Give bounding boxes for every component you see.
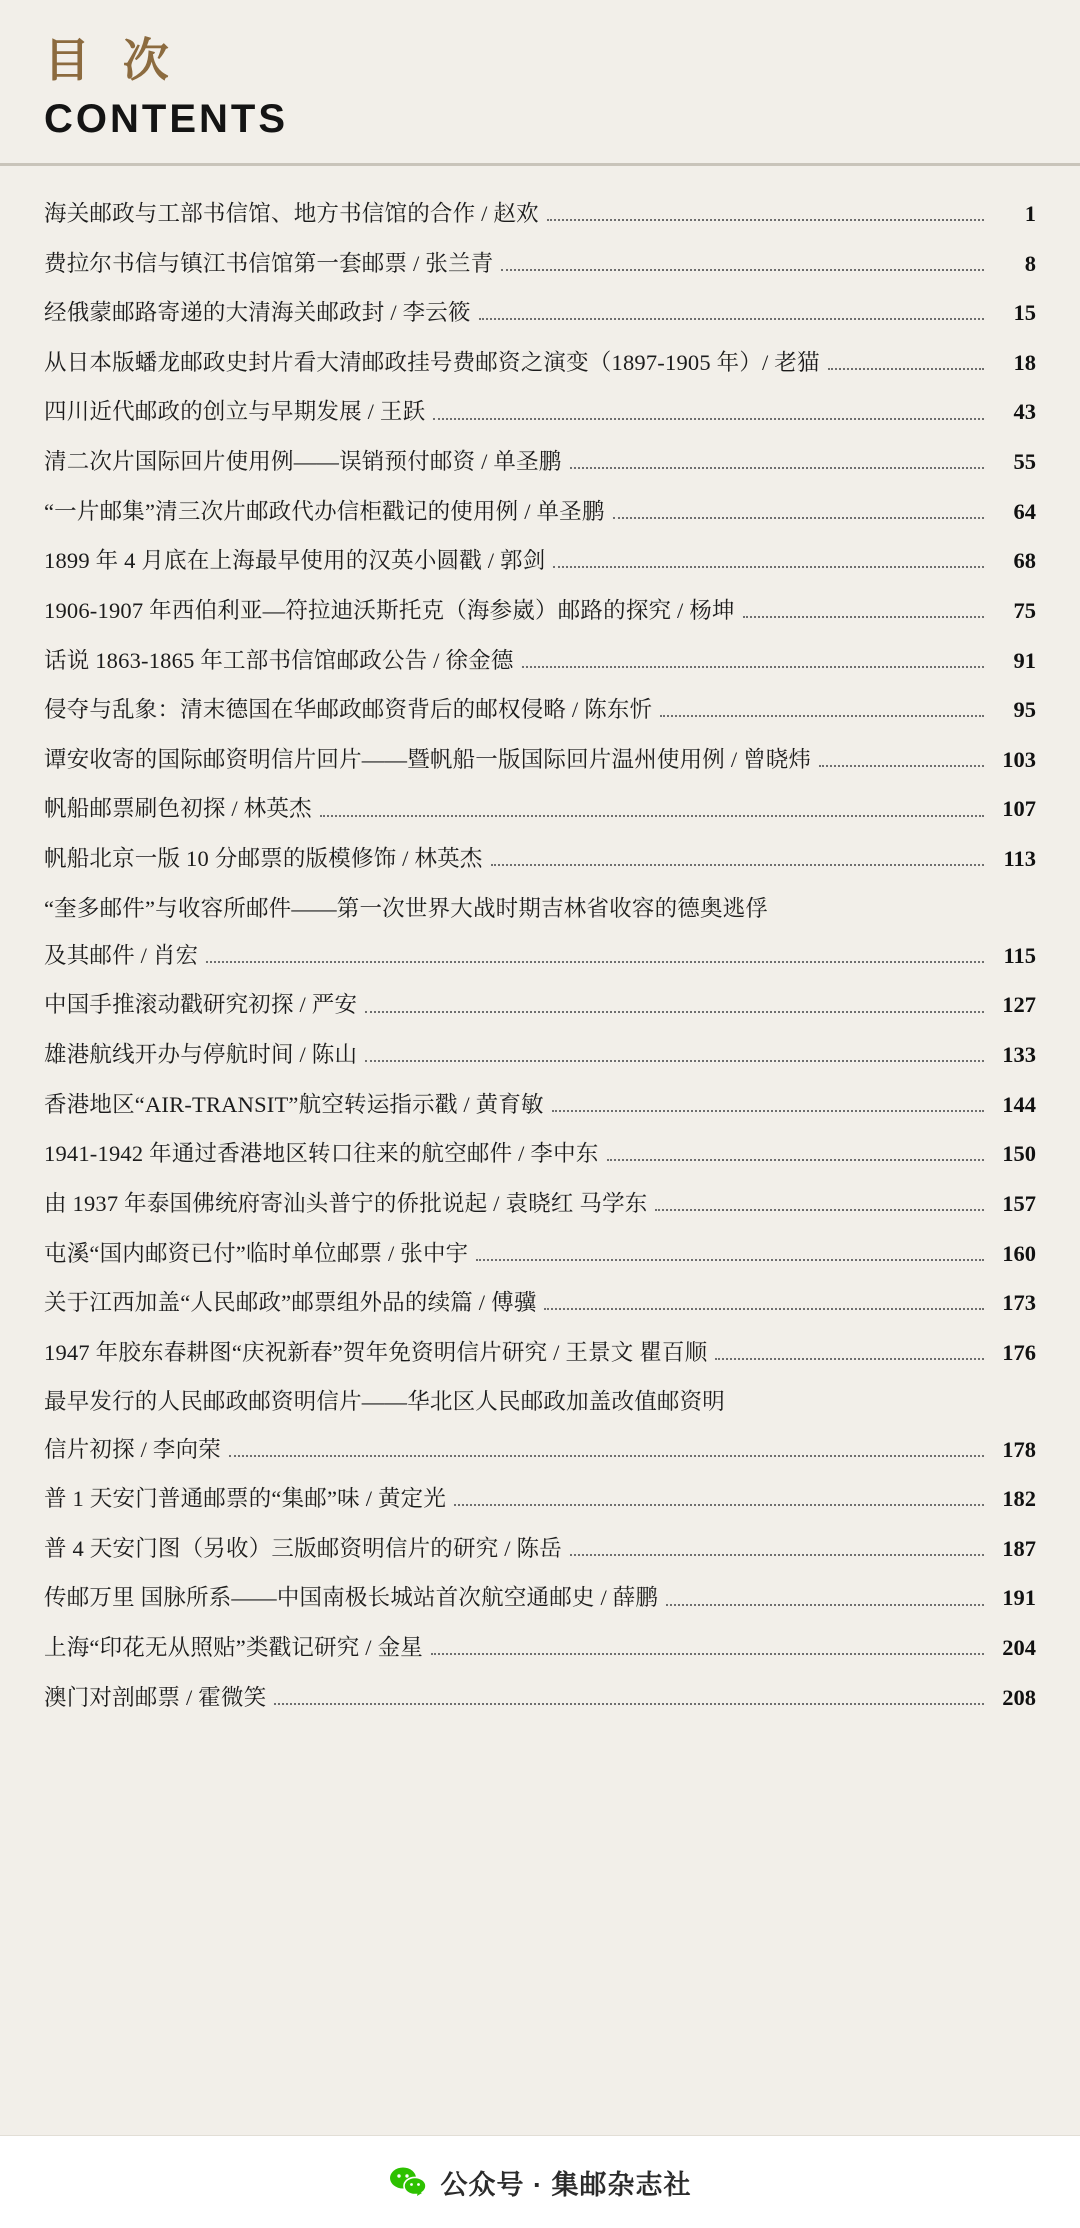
toc-entry-title: 1947 年胶东春耕图“庆祝新春”贺年免资明信片研究 / 王景文 瞿百顺 — [44, 1339, 708, 1365]
toc-entry[interactable] — [44, 547, 1036, 575]
toc-entry-page: 144 — [1002, 1091, 1036, 1117]
toc-leader-dots — [320, 814, 984, 817]
toc-leader-dots — [607, 1158, 984, 1161]
toc-entry-page: 18 — [1013, 349, 1036, 375]
toc-entry-page: 107 — [1002, 796, 1036, 822]
toc-entry-title: 香港地区“AIR-TRANSIT”航空转运指示戳 / 黄育敏 — [44, 1091, 544, 1117]
toc-entry-title: 信片初探 / 李向荣 — [44, 1436, 222, 1462]
toc-leader-dots — [553, 565, 984, 568]
toc-entry[interactable] — [44, 696, 1036, 724]
toc-leader-dots — [476, 1258, 984, 1261]
toc-entry-page: 115 — [1003, 942, 1036, 968]
toc-entry[interactable] — [44, 1436, 1036, 1464]
toc-entry[interactable] — [44, 1535, 1036, 1563]
toc-entry-page: 8 — [1024, 250, 1036, 276]
toc-entry-page: 64 — [1013, 498, 1036, 524]
toc-entry-title: 普 4 天安门图（另收）三版邮资明信片的研究 / 陈岳 — [44, 1535, 562, 1561]
toc-entry-title: 传邮万里 国脉所系——中国南极长城站首次航空通邮史 / 薛鹏 — [44, 1585, 659, 1611]
page-footer — [0, 2135, 1080, 2228]
toc-entry-page: 187 — [1002, 1535, 1036, 1561]
page-header — [0, 0, 1080, 141]
toc-entry-title: 雄港航线开办与停航时间 / 陈山 — [44, 1042, 358, 1068]
toc-entry-page: 1 — [1024, 200, 1036, 226]
toc-leader-dots — [479, 317, 984, 320]
toc-entry[interactable] — [44, 1684, 1036, 1712]
toc-entry-title: 最早发行的人民邮政邮资明信片——华北区人民邮政加盖改值邮资明 — [44, 1389, 726, 1415]
toc-entry-title: 话说 1863-1865 年工部书信馆邮政公告 / 徐金德 — [44, 647, 514, 673]
toc-leader-dots — [570, 466, 984, 469]
toc-leader-dots — [491, 863, 984, 866]
toc-entry-title: “奎多邮件”与收容所邮件——第一次世界大战时期吉林省收容的德奥逃俘 — [44, 895, 769, 921]
page-title-cn: 目 次 — [44, 34, 179, 86]
toc-leader-dots — [655, 1208, 984, 1211]
toc-leader-dots — [431, 1652, 984, 1655]
toc-entry-title: 费拉尔书信与镇江书信馆第一套邮票 / 张兰青 — [44, 250, 494, 276]
toc-entry[interactable] — [44, 845, 1036, 873]
toc-entry-page: 75 — [1013, 597, 1036, 623]
toc-entry-page: 113 — [1003, 846, 1036, 872]
toc-entry[interactable] — [44, 597, 1036, 625]
toc-entry-page: 191 — [1002, 1585, 1036, 1611]
toc-entry-title: 四川近代邮政的创立与早期发展 / 王跃 — [44, 399, 426, 425]
toc-entry-page: 91 — [1013, 647, 1036, 673]
toc-entry-title: 1899 年 4 月底在上海最早使用的汉英小圆戳 / 郭剑 — [44, 548, 546, 574]
toc-entry[interactable] — [44, 746, 1036, 774]
toc-leader-dots — [229, 1454, 984, 1457]
toc-entry-page: 127 — [1002, 992, 1036, 1018]
toc-entry-title: 海关邮政与工部书信馆、地方书信馆的合作 / 赵欢 — [44, 200, 539, 226]
toc-leader-dots — [828, 367, 984, 370]
toc-entry[interactable] — [44, 1634, 1036, 1662]
toc-entry[interactable] — [44, 647, 1036, 675]
toc-leader-dots — [274, 1702, 984, 1705]
toc-entry[interactable] — [44, 795, 1036, 823]
toc-leader-dots — [660, 714, 984, 717]
toc-leader-dots — [522, 665, 984, 668]
toc-leader-dots — [365, 1010, 984, 1013]
toc-entry[interactable] — [44, 991, 1036, 1019]
toc-entry-page: 133 — [1002, 1042, 1036, 1068]
toc-leader-dots — [365, 1059, 984, 1062]
toc-entry[interactable] — [44, 200, 1036, 228]
toc-entry[interactable] — [44, 1140, 1036, 1168]
toc-leader-dots — [666, 1603, 984, 1606]
toc-entry[interactable] — [44, 942, 1036, 970]
wechat-icon — [389, 2166, 427, 2198]
footer-label: 公众号 · 集邮杂志社 — [440, 2169, 692, 2200]
toc-entry[interactable] — [44, 1485, 1036, 1513]
toc-leader-dots — [544, 1307, 984, 1310]
toc-entry[interactable] — [44, 1091, 1036, 1119]
toc-entry[interactable] — [44, 448, 1036, 476]
toc-entry-page: 176 — [1002, 1339, 1036, 1365]
toc-entry-title: 关于江西加盖“人民邮政”邮票组外品的续篇 / 傅骥 — [44, 1290, 537, 1316]
toc-entry[interactable] — [44, 349, 1036, 377]
toc-leader-dots — [715, 1357, 984, 1360]
toc-leader-dots — [743, 615, 984, 618]
toc-leader-dots — [454, 1503, 984, 1506]
page-title-en: CONTENTS — [44, 96, 288, 141]
toc-entry[interactable] — [44, 895, 1036, 923]
toc-leader-dots — [547, 218, 984, 221]
toc-entry[interactable] — [44, 299, 1036, 327]
toc-entry[interactable] — [44, 1041, 1036, 1069]
toc-entry-page: 103 — [1002, 746, 1036, 772]
toc-entry-title: 1906-1907 年西伯利亚—符拉迪沃斯托克（海参崴）邮路的探究 / 杨坤 — [44, 597, 735, 623]
toc-entry-title: 清二次片国际回片使用例——误销预付邮资 / 单圣鹏 — [44, 449, 562, 475]
toc-entry[interactable] — [44, 1240, 1036, 1268]
toc-entry-title: 经俄蒙邮路寄递的大清海关邮政封 / 李云筱 — [44, 300, 471, 326]
toc-leader-dots — [570, 1553, 984, 1556]
toc-entry[interactable] — [44, 1190, 1036, 1218]
toc-entry-page: 160 — [1002, 1240, 1036, 1266]
toc-entry-title: 中国手推滚动戳研究初探 / 严安 — [44, 992, 358, 1018]
toc-entry-title: 及其邮件 / 肖宏 — [44, 942, 199, 968]
toc-entry[interactable] — [44, 1584, 1036, 1612]
toc-entry[interactable] — [44, 498, 1036, 526]
toc-entry-title: 帆船邮票刷色初探 / 林英杰 — [44, 796, 312, 822]
toc-entry-page: 150 — [1002, 1141, 1036, 1167]
toc-entry-page: 43 — [1013, 399, 1036, 425]
toc-entry-title: 普 1 天安门普通邮票的“集邮”味 / 黄定光 — [44, 1486, 447, 1512]
toc-entry-page: 95 — [1013, 697, 1036, 723]
toc-entry-title: 由 1937 年泰国佛统府寄汕头普宁的侨批说起 / 袁晓红 马学东 — [44, 1190, 648, 1216]
toc-entry-page: 182 — [1002, 1486, 1036, 1512]
toc-leader-dots — [433, 417, 984, 420]
toc-entry[interactable] — [44, 1339, 1036, 1367]
toc-entry-title: 谭安收寄的国际邮资明信片回片——暨帆船一版国际回片温州使用例 / 曾晓炜 — [44, 746, 812, 772]
toc-leader-dots — [552, 1109, 984, 1112]
toc-entry[interactable] — [44, 250, 1036, 278]
toc-entry-title: 屯溪“国内邮资已付”临时单位邮票 / 张中宇 — [44, 1240, 469, 1266]
toc-entry-page: 173 — [1002, 1290, 1036, 1316]
toc-entry[interactable] — [44, 1388, 1036, 1416]
toc-entry-page: 204 — [1002, 1635, 1036, 1661]
table-of-contents — [0, 166, 1080, 2135]
toc-entry-title: 1941-1942 年通过香港地区转口往来的航空邮件 / 李中东 — [44, 1141, 599, 1167]
toc-leader-dots — [819, 764, 984, 767]
toc-entry-title: 侵夺与乱象：清末德国在华邮政邮资背后的邮权侵略 / 陈东忻 — [44, 697, 653, 723]
toc-entry[interactable] — [44, 1289, 1036, 1317]
toc-entry[interactable] — [44, 398, 1036, 426]
toc-entry-page: 208 — [1002, 1684, 1036, 1710]
toc-entry-page: 178 — [1002, 1436, 1036, 1462]
toc-leader-dots — [613, 516, 984, 519]
toc-entry-page: 157 — [1002, 1190, 1036, 1216]
toc-entry-title: “一片邮集”清三次片邮政代办信柜戳记的使用例 / 单圣鹏 — [44, 498, 605, 524]
toc-leader-dots — [206, 960, 984, 963]
toc-entry-title: 从日本版蟠龙邮政史封片看大清邮政挂号费邮资之演变（1897-1905 年）/ 老猫 — [44, 349, 820, 375]
toc-leader-dots — [501, 268, 984, 271]
toc-entry-page: 15 — [1013, 300, 1036, 326]
toc-entry-title: 上海“印花无从照贴”类戳记研究 / 金星 — [44, 1635, 423, 1661]
toc-entry-title: 澳门对剖邮票 / 霍微笑 — [44, 1684, 267, 1710]
toc-entry-page: 68 — [1013, 548, 1036, 574]
toc-entry-page: 55 — [1013, 449, 1036, 475]
toc-entry-title: 帆船北京一版 10 分邮票的版模修饰 / 林英杰 — [44, 846, 483, 872]
